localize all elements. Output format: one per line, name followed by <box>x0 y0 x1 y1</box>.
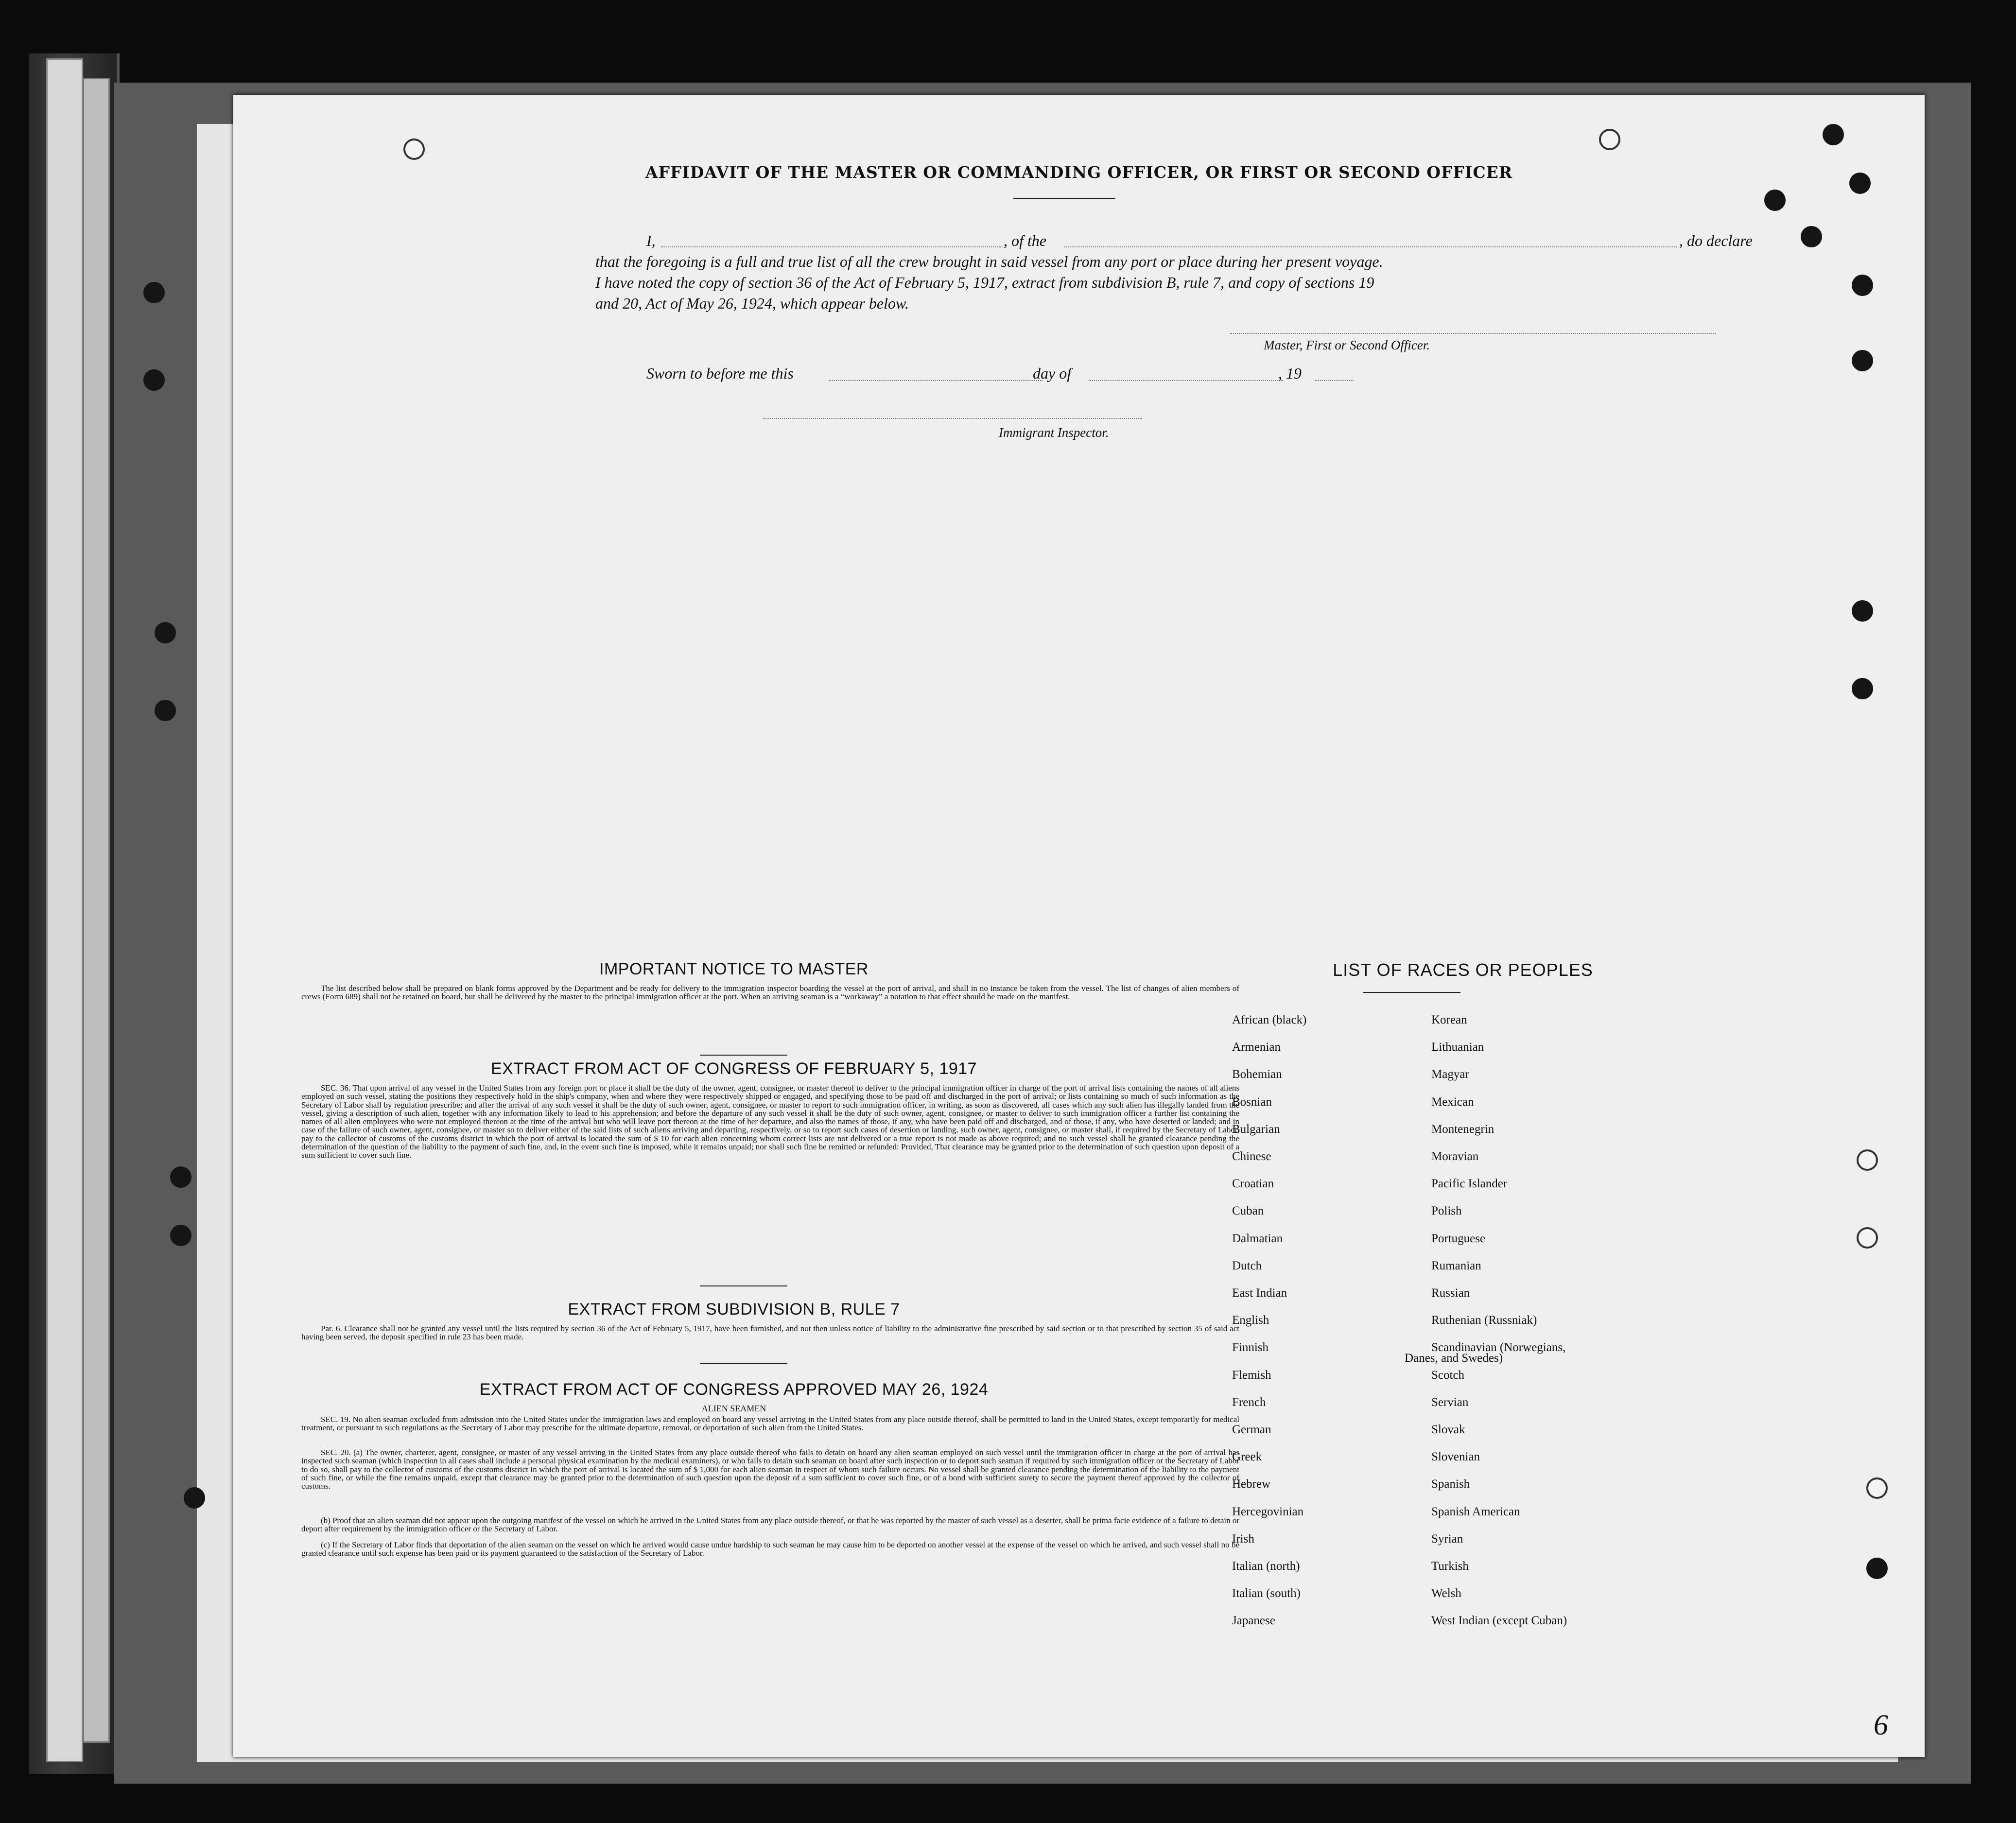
race-item: Welsh <box>1431 1587 1461 1600</box>
race-item: Spanish <box>1431 1477 1470 1491</box>
races-rule <box>1363 992 1460 993</box>
affidavit-i: I, <box>646 232 656 249</box>
race-item: Syrian <box>1431 1532 1463 1545</box>
race-item: Spanish American <box>1431 1505 1520 1518</box>
race-item: Magyar <box>1431 1068 1469 1081</box>
race-item: West Indian (except Cuban) <box>1431 1614 1567 1628</box>
race-item: Italian (south) <box>1232 1587 1301 1600</box>
extract-1917-body: SEC. 36. That upon arrival of any vessel in the United States from any foreign port or place it shall be the duty of the owner, agent, consignee, or master thereof to deliver to the principal immigration officer in charge of the port of arrival lists containing the names of all aliens employed on such vessel, stating the positions they respectively hold in the ship's company, when and where they were respectively shipped or engaged, and specifying those to be paid off and discharged in the port of arrival; or lists containing so much of such information as the Secretary of Labor shall by regulation prescribe; and after the arrival of any such vessel it shall be the duty of such owner, agent, consignee, or master to report to such immigration officer, in writing, as soon as discovered, all cases which any such alien has illegally landed from the vessel, giving a description of such alien, together with any information likely to lead to his apprehension; and before the departure of any such vessel it shall be the duty of such owner, agent, consignee, or master to deliver to such immigration officer a further list containing the names of all alien employees who were not employed thereon at the time of the arrival but who will leave port thereon at the time of her departure, and also the names of those, if any, who have been paid off and discharged, and of those, if any, who have deserted or landed; and in case of the failure of such owner, agent, consignee, or master so to deliver either of the said lists of such aliens arriving and departing, respectively, or so to report such cases of desertion or landing, such owner, agent, consignee, or master shall, if required by the Secretary of Labor, pay to the collector of customs of the customs district in which the port of arrival is located the sum of $ 10 for each alien concerning whom correct lists are not delivered or a true report is not made as above required; and no such vessel shall be granted clearance pending the determination of the question of the liability to the payment of such fine, and, in the event such fine is imposed, while it remains unpaid; nor shall such fine be remitted or refunded: Provided, That clearance may be granted prior to the determination of such question upon deposit of a sum sufficient to cover such fine. <box>301 1083 1239 1160</box>
day-of-label: day of <box>1033 365 1072 382</box>
race-item: Hebrew <box>1232 1477 1271 1491</box>
binder-strip-inner <box>83 78 110 1743</box>
race-item: Polish <box>1431 1204 1462 1218</box>
race-item: Slovak <box>1431 1423 1465 1436</box>
race-item: Cuban <box>1232 1204 1264 1218</box>
race-item: Japanese <box>1232 1614 1275 1628</box>
punch-hole-icon <box>143 369 165 391</box>
race-item: French <box>1232 1395 1266 1409</box>
extract-1917-rule <box>700 1285 787 1286</box>
punch-hole-icon <box>155 622 176 643</box>
race-item: East Indian <box>1232 1286 1287 1300</box>
sworn-day-field[interactable] <box>829 380 1043 381</box>
race-item: Servian <box>1431 1395 1469 1409</box>
race-item: Turkish <box>1431 1560 1469 1573</box>
name-field[interactable] <box>661 246 1001 247</box>
punch-hole-icon <box>170 1225 191 1246</box>
extract-1924-title: EXTRACT FROM ACT OF CONGRESS APPROVED MAY 26, 1924 <box>479 1380 989 1399</box>
sec19-body: SEC. 19. No alien seaman excluded from admission into the United States under the immigration laws and employed on board any vessel arriving in the United States from any place outside thereof, shall be permitted to land in the United States, except temporarily for medical treatment, or pursuant to such regulations as the Secretary of Labor may prescribe for the ultimate departure, removal, or deportation of such alien from the United States. <box>301 1415 1239 1433</box>
sworn-month-field[interactable] <box>1089 380 1283 381</box>
year-label: , 19 <box>1278 365 1302 382</box>
race-item: Armenian <box>1232 1041 1281 1054</box>
sec20b-body: (b) Proof that an alien seaman did not appear upon the outgoing manifest of the vessel on which he arrived in the United States from any place outside thereof, or that he was reported by the master of such vessel as a deserter, shall be prima facie evidence of a failure to detain or deport after requirement by the immigration officer or the Secretary of Labor. <box>301 1516 1239 1534</box>
title-rule <box>1013 198 1115 199</box>
sworn-label: Sworn to before me this <box>646 365 794 382</box>
punch-hole-icon <box>170 1166 191 1188</box>
race-item: Flemish <box>1232 1368 1271 1382</box>
extract-1917-title: EXTRACT FROM ACT OF CONGRESS OF FEBRUARY 5, 1917 <box>490 1059 977 1078</box>
extract-rule7-title: EXTRACT FROM SUBDIVISION B, RULE 7 <box>568 1300 900 1319</box>
affidavit-title: AFFIDAVIT OF THE MASTER OR COMMANDING OFFICER, OR FIRST OR SECOND OFFICER <box>645 163 1513 182</box>
binder-strip <box>46 58 83 1762</box>
sworn-year-field[interactable] <box>1315 380 1354 381</box>
races-title: LIST OF RACES OR PEOPLES <box>1333 960 1593 980</box>
race-item: Dalmatian <box>1232 1232 1283 1245</box>
affidavit-declare: , do declare <box>1679 232 1753 249</box>
extract-rule7-body: Par. 6. Clearance shall not be granted any vessel until the lists required by section 36 of the Act of February 5, 1917, have been furnished, and not then unless notice of liability to the administrative fine prescribed by said section or to that prescribed by section 35 of said act having been served, the deposit specified in rule 23 has been made. <box>301 1324 1239 1342</box>
race-item: Korean <box>1431 1013 1467 1026</box>
race-item: Greek <box>1232 1450 1262 1464</box>
race-item: Portuguese <box>1431 1232 1486 1245</box>
punch-hole-icon <box>155 700 176 721</box>
page-number: 6 <box>1874 1709 1888 1741</box>
race-item: Irish <box>1232 1532 1254 1545</box>
race-item: Chinese <box>1232 1150 1271 1163</box>
race-item: Scandinavian (Norwegians, <box>1431 1341 1566 1354</box>
race-item: Russian <box>1431 1286 1470 1300</box>
race-item: Bohemian <box>1232 1068 1282 1081</box>
extract-rule7-rule <box>700 1363 787 1364</box>
race-item: English <box>1232 1314 1269 1327</box>
race-item: Moravian <box>1431 1150 1479 1163</box>
punch-hole-icon <box>184 1487 205 1509</box>
race-item: Bosnian <box>1232 1095 1272 1109</box>
race-item: Mexican <box>1431 1095 1474 1109</box>
notice-title: IMPORTANT NOTICE TO MASTER <box>599 960 869 978</box>
race-item: African (black) <box>1232 1013 1307 1026</box>
race-item: Croatian <box>1232 1177 1274 1191</box>
notice-rule <box>700 1055 787 1056</box>
affidavit-line2: that the foregoing is a full and true list of all the crew brought in said vessel from any port or place during her present voyage. <box>595 253 1383 270</box>
vessel-field[interactable] <box>1064 246 1677 247</box>
sec20c-body: (c) If the Secretary of Labor finds that deportation of the alien seaman on the vessel on which he arrived would cause undue hardship to such seaman he may cause him to be deported on another vessel at the expense of the vessel on which he arrived, and such vessel shall no be granted clearance until such expense has been paid or its payment guaranteed to the satisfaction of the Secretary of Labor. <box>301 1540 1239 1558</box>
race-item: German <box>1232 1423 1271 1436</box>
race-item: Finnish <box>1232 1341 1269 1354</box>
race-item: Italian (north) <box>1232 1560 1300 1573</box>
alien-seamen-subtitle: ALIEN SEAMEN <box>701 1404 766 1413</box>
race-item: Ruthenian (Russniak) <box>1431 1314 1537 1327</box>
affidavit-line3: I have noted the copy of section 36 of the Act of February 5, 1917, extract from subdivision B, rule 7, and copy of sections 19 <box>595 274 1374 291</box>
master-label: Master, First or Second Officer. <box>1264 338 1430 352</box>
race-item: Scotch <box>1431 1368 1465 1382</box>
affidavit-of-the: , of the <box>1004 232 1046 249</box>
race-item: Lithuanian <box>1431 1041 1484 1054</box>
race-item: Bulgarian <box>1232 1122 1280 1136</box>
race-item-extra: Danes, and Swedes) <box>1405 1352 1503 1365</box>
race-item: Slovenian <box>1431 1450 1480 1464</box>
sec20a-body: SEC. 20. (a) The owner, charterer, agent, consignee, or master of any vessel arriving in the United States from any place outside thereof who fails to detain on board any alien seaman employed on such vessel until the immigration officer in charge at the port of arrival has inspected such seaman (which inspection in all cases shall include a personal physical examination by the medical examiners), or who fails to detain such seaman on board after such inspection or to deport such seaman if required by such immigration officer or the Secretary of Labor to do so, shall pay to the collector of customs of the customs district in which the port of arrival is located the sum of $ 1,000 for each alien seaman in respect of whom such failure occurs. No vessel shall be granted clearance pending the determination of the liability to the payment of such fine, or while the fine remains unpaid, except that clearance may be granted prior to the determination of such question upon the deposit of a sum sufficient to cover such fine, or of a bond with sufficient surety to secure the payment thereof approved by the collector of customs. <box>301 1448 1239 1491</box>
punch-hole-icon <box>143 282 165 303</box>
race-item: Hercegovinian <box>1232 1505 1304 1518</box>
race-item: Rumanian <box>1431 1259 1481 1272</box>
race-item: Pacific Islander <box>1431 1177 1508 1191</box>
inspector-signature-field[interactable] <box>763 418 1142 419</box>
affidavit-line4: and 20, Act of May 26, 1924, which appear below. <box>595 295 909 312</box>
notice-body: The list described below shall be prepared on blank forms approved by the Department and be ready for delivery to the immigration inspector boarding the vessel at the port of arrival, and shall in no instance be taken from the vessel. The list of changes of alien members of crews (Form 689) shall not be retained on board, but shall be delivered by the master to the principal immigration officer at the port. When an arriving seaman is a “workaway” a notation to that effect should be made on the manifest. <box>301 984 1239 1002</box>
race-item: Dutch <box>1232 1259 1262 1272</box>
form-sheet <box>233 95 1925 1757</box>
master-signature-field[interactable] <box>1230 333 1716 334</box>
inspector-label: Immigrant Inspector. <box>999 425 1109 440</box>
race-item: Montenegrin <box>1431 1122 1495 1136</box>
